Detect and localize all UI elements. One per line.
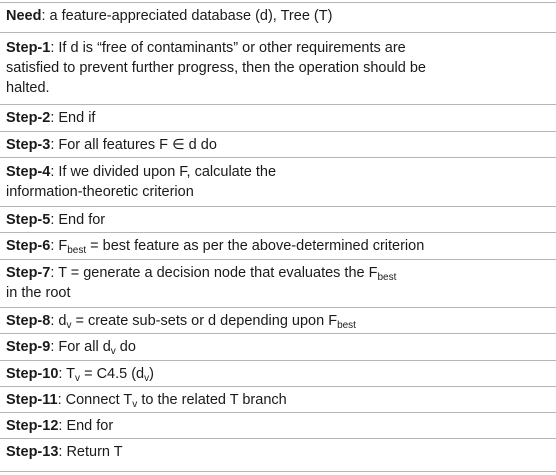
step-10-subscript-2: v [144,373,150,384]
row-divider [0,386,556,387]
step-9-row [6,337,446,357]
step-11-subscript: v [132,399,138,410]
row-divider [0,412,556,413]
step-4-label: Step-4 [6,164,51,180]
step-13-label: Step-13 [6,444,59,460]
step-7-subscript: best [377,272,397,283]
row-divider [0,232,556,233]
step-6-label: Step-6 [6,238,51,254]
step-8-subscript-2: best [337,320,356,331]
step-6-row [6,236,516,256]
step-10-text: : T [58,366,76,382]
row-divider [0,307,556,308]
row-divider [0,104,556,105]
step-7-row [6,263,406,303]
step-6-text-rest: = best feature as per the above-determined criterion [86,238,425,254]
step-8-text: : d [50,313,67,329]
step-12-text: : End for [58,418,114,434]
need-row [6,6,446,26]
step-12-label: Step-12 [6,418,59,434]
step-2-row [6,108,446,128]
step-2-text: : End if [50,110,96,126]
step-10-label: Step-10 [6,366,59,382]
step-8-label: Step-8 [6,313,51,329]
row-divider [0,131,556,132]
step-9-text: : For all d [50,339,111,355]
step-8-subscript: v [66,320,72,331]
step-1-row [6,38,438,98]
need-label: Need [6,8,42,24]
step-6-text: : F [50,238,68,254]
step-11-text-rest: to the related T branch [137,392,287,408]
step-7-label: Step-7 [6,265,51,281]
row-divider [0,333,556,334]
step-3-label: Step-3 [6,137,51,153]
step-5-label: Step-5 [6,212,51,228]
step-3-text: : For all features F ∈ d do [50,137,217,153]
step-7-text-rest: in the root [6,285,71,301]
step-13-text: : Return T [58,444,123,460]
top-rule [0,2,556,3]
step-9-subscript: v [110,346,116,357]
bottom-rule [0,471,556,472]
row-divider [0,32,556,33]
step-8-text-rest: = create sub-sets or d depending upon F [71,313,338,329]
row-divider [0,259,556,260]
step-4-row [6,162,306,202]
step-11-label: Step-11 [6,392,58,408]
step-11-row [6,390,446,410]
step-9-label: Step-9 [6,339,51,355]
step-5-text: : End for [50,212,106,228]
step-1-text: : If d is “free of contaminants” or other requirements are satisfied to prevent further progress, then the operation should be halted. [6,40,426,96]
step-3-row [6,135,446,155]
row-divider [0,438,556,439]
step-10-row [6,364,446,384]
step-10-text-end: ) [149,366,154,382]
step-5-row [6,210,446,230]
step-2-label: Step-2 [6,110,51,126]
step-10-text-mid: = C4.5 (d [80,366,145,382]
step-12-row [6,416,446,436]
step-10-subscript: v [75,373,81,384]
step-7-text: : T = generate a decision node that evaluates the F [50,265,378,281]
row-divider [0,360,556,361]
step-6-subscript: best [67,245,87,256]
row-divider [0,206,556,207]
step-4-text: : If we divided upon F, calculate the information-theoretic criterion [6,164,277,200]
step-13-row [6,442,446,462]
step-1-label: Step-1 [6,40,51,56]
need-text: : a feature-appreciated database (d), Tree (T) [41,8,333,24]
step-11-text: : Connect T [57,392,133,408]
step-9-text-rest: do [115,339,136,355]
step-8-row [6,311,516,331]
row-divider [0,157,556,158]
